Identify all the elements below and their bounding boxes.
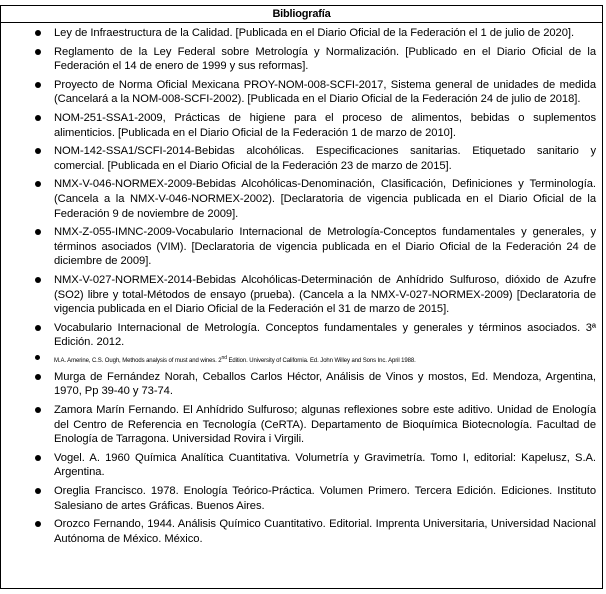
bibliography-item-text: Murga de Fernández Norah, Ceballos Carlos Héctor, Análisis de Vinos y mostos, Ed. Mendoza, Argentina, 1970, Pp 39-40 y 73-74. <box>54 370 596 398</box>
bibliography-item <box>1 26 596 41</box>
bullet-icon <box>35 30 41 36</box>
bibliography-item-text: NMX-V-046-NORMEX-2009-Bebidas Alcohólicas-Denominación, Clasificación, Definiciones y Terminología. (Cancela a la NMX-V-046-NORMEX-2002). [Declaratoria de vigencia publicada en el Diario Oficial de la Federación 9 de noviembre de 2009]. <box>54 178 596 220</box>
bibliography-item-text-start: M.A. Amerine, C.S. Ough, Methods analysis of must and wines. 2 <box>54 357 222 364</box>
bibliography-item-superscript: nd <box>221 354 227 361</box>
bibliography-item <box>1 144 596 173</box>
bullet-icon <box>35 521 41 527</box>
bullet-icon <box>35 455 41 461</box>
bibliography-item-text: Proyecto de Norma Oficial Mexicana PROY-NOM-008-SCFI-2017, Sistema general de unidades de medida (Cancelará a la NOM-008-SCFI-2002). [Publicada en el Diario Oficial de la Federación 24 de julio de 2018]. <box>54 78 596 106</box>
bibliography-item-text: Vogel. A. 1960 Química Analítica Cuantitativa. Volumetría y Gravimetría. Tomo I, editorial: Kapelusz, S.A. Argentina. <box>54 451 596 479</box>
bibliography-item <box>1 78 596 107</box>
bibliography-list <box>1 26 602 546</box>
bibliography-item <box>1 111 596 140</box>
bibliography-item-text: Reglamento de la Ley Federal sobre Metrología y Normalización. [Publicado en el Diario Oficial de la Federación el 14 de enero de 1999 y sus reformas]. <box>54 45 596 73</box>
bibliography-item <box>1 370 596 399</box>
bullet-icon <box>35 325 41 331</box>
bibliography-item <box>1 45 596 74</box>
bibliography-title: Bibliografía <box>1 6 602 23</box>
bibliography-item-text: Orozco Fernando, 1944. Análisis Químico Cuantitativo. Editorial. Imprenta Universitaria, Universidad Nacional Autónoma de México. México. <box>54 518 596 545</box>
bibliography-item-text: NOM-251-SSA1-2009, Prácticas de higiene para el proceso de alimentos, bebidas o suplementos alimenticios. [Publicada en el Diario Oficial de la Federación 1 de marzo de 2010]. <box>54 111 596 139</box>
bibliography-item-text: NMX-Z-055-IMNC-2009-Vocabulario Internacional de Metrología-Conceptos fundamentales y generales, y términos asociados (VIM). [Declaratoria de vigencia publicada en el Diario Oficial de la Federación 24 de diciembre de 2009]. <box>54 226 596 268</box>
bibliography-item <box>1 484 596 513</box>
bullet-icon <box>35 488 41 494</box>
bibliography-item-text: Oreglia Francisco. 1978. Enología Teórico-Práctica. Volumen Primero. Tercera Edición. Ediciones. Instituto Salesiano de artes Gráficas. Buenos Aires. <box>54 485 596 512</box>
bullet-icon <box>35 374 41 380</box>
bullet-icon <box>35 49 41 55</box>
bibliography-item-text-end: Edition. University of California. Ed. John Willey and Sons Inc. April 1988. <box>226 357 416 364</box>
bibliography-item <box>1 517 596 546</box>
bibliography-item-text: Ley de Infraestructura de la Calidad. [Publicada en el Diario Oficial de la Federación el 1 de julio de 2020]. <box>54 27 575 39</box>
bibliography-item-text: Vocabulario Internacional de Metrología. Conceptos fundamentales y generales y términos asociados. 3ª Edición. 2012. <box>54 321 596 349</box>
bibliography-item-text: NMX-V-027-NORMEX-2014-Bebidas Alcohólicas-Determinación de Anhídrido Sulfuroso, dióxido de Azufre (SO2) libre y total-Métodos de ensayo (prueba). (Cancela a la NMX-V-027-NORMEX-2009) [Declaratoria de vigencia publicada en el Diario Oficial de la Federación el 31 de marzo de 2015]. <box>54 273 596 316</box>
bullet-icon <box>35 148 41 154</box>
bullet-icon <box>35 181 41 187</box>
bibliography-item <box>1 273 596 317</box>
bullet-icon <box>35 115 41 121</box>
bullet-icon <box>35 229 41 235</box>
bibliography-item <box>1 403 596 447</box>
bibliography-item <box>1 177 596 221</box>
bullet-icon <box>35 407 41 413</box>
bullet-icon <box>35 277 41 283</box>
bullet-icon <box>35 355 40 360</box>
bibliography-item <box>1 451 596 480</box>
bibliography-item <box>1 353 596 366</box>
bullet-icon <box>35 82 41 88</box>
bibliography-item-text: NOM-142-SSA1/SCFI-2014-Bebidas alcohólicas. Especificaciones sanitarias. Etiquetado sanitario y comercial. [Publicada en el Diario Oficial de la Federación 23 de marzo de 2015]. <box>54 145 596 172</box>
bibliography-item <box>1 225 596 269</box>
bibliography-item-text: Zamora Marín Fernando. El Anhídrido Sulfuroso; algunas reflexiones sobre este aditivo. Unidad de Enología del Centro de Referencia en Tecnología (CeRTA). Departamento de Bioquímica Biotecnología. Facultad de Enología de Tarragona. Universidad Rovira i Virgili. <box>54 404 596 446</box>
bibliography-table <box>0 5 603 589</box>
bibliography-item <box>1 321 596 350</box>
